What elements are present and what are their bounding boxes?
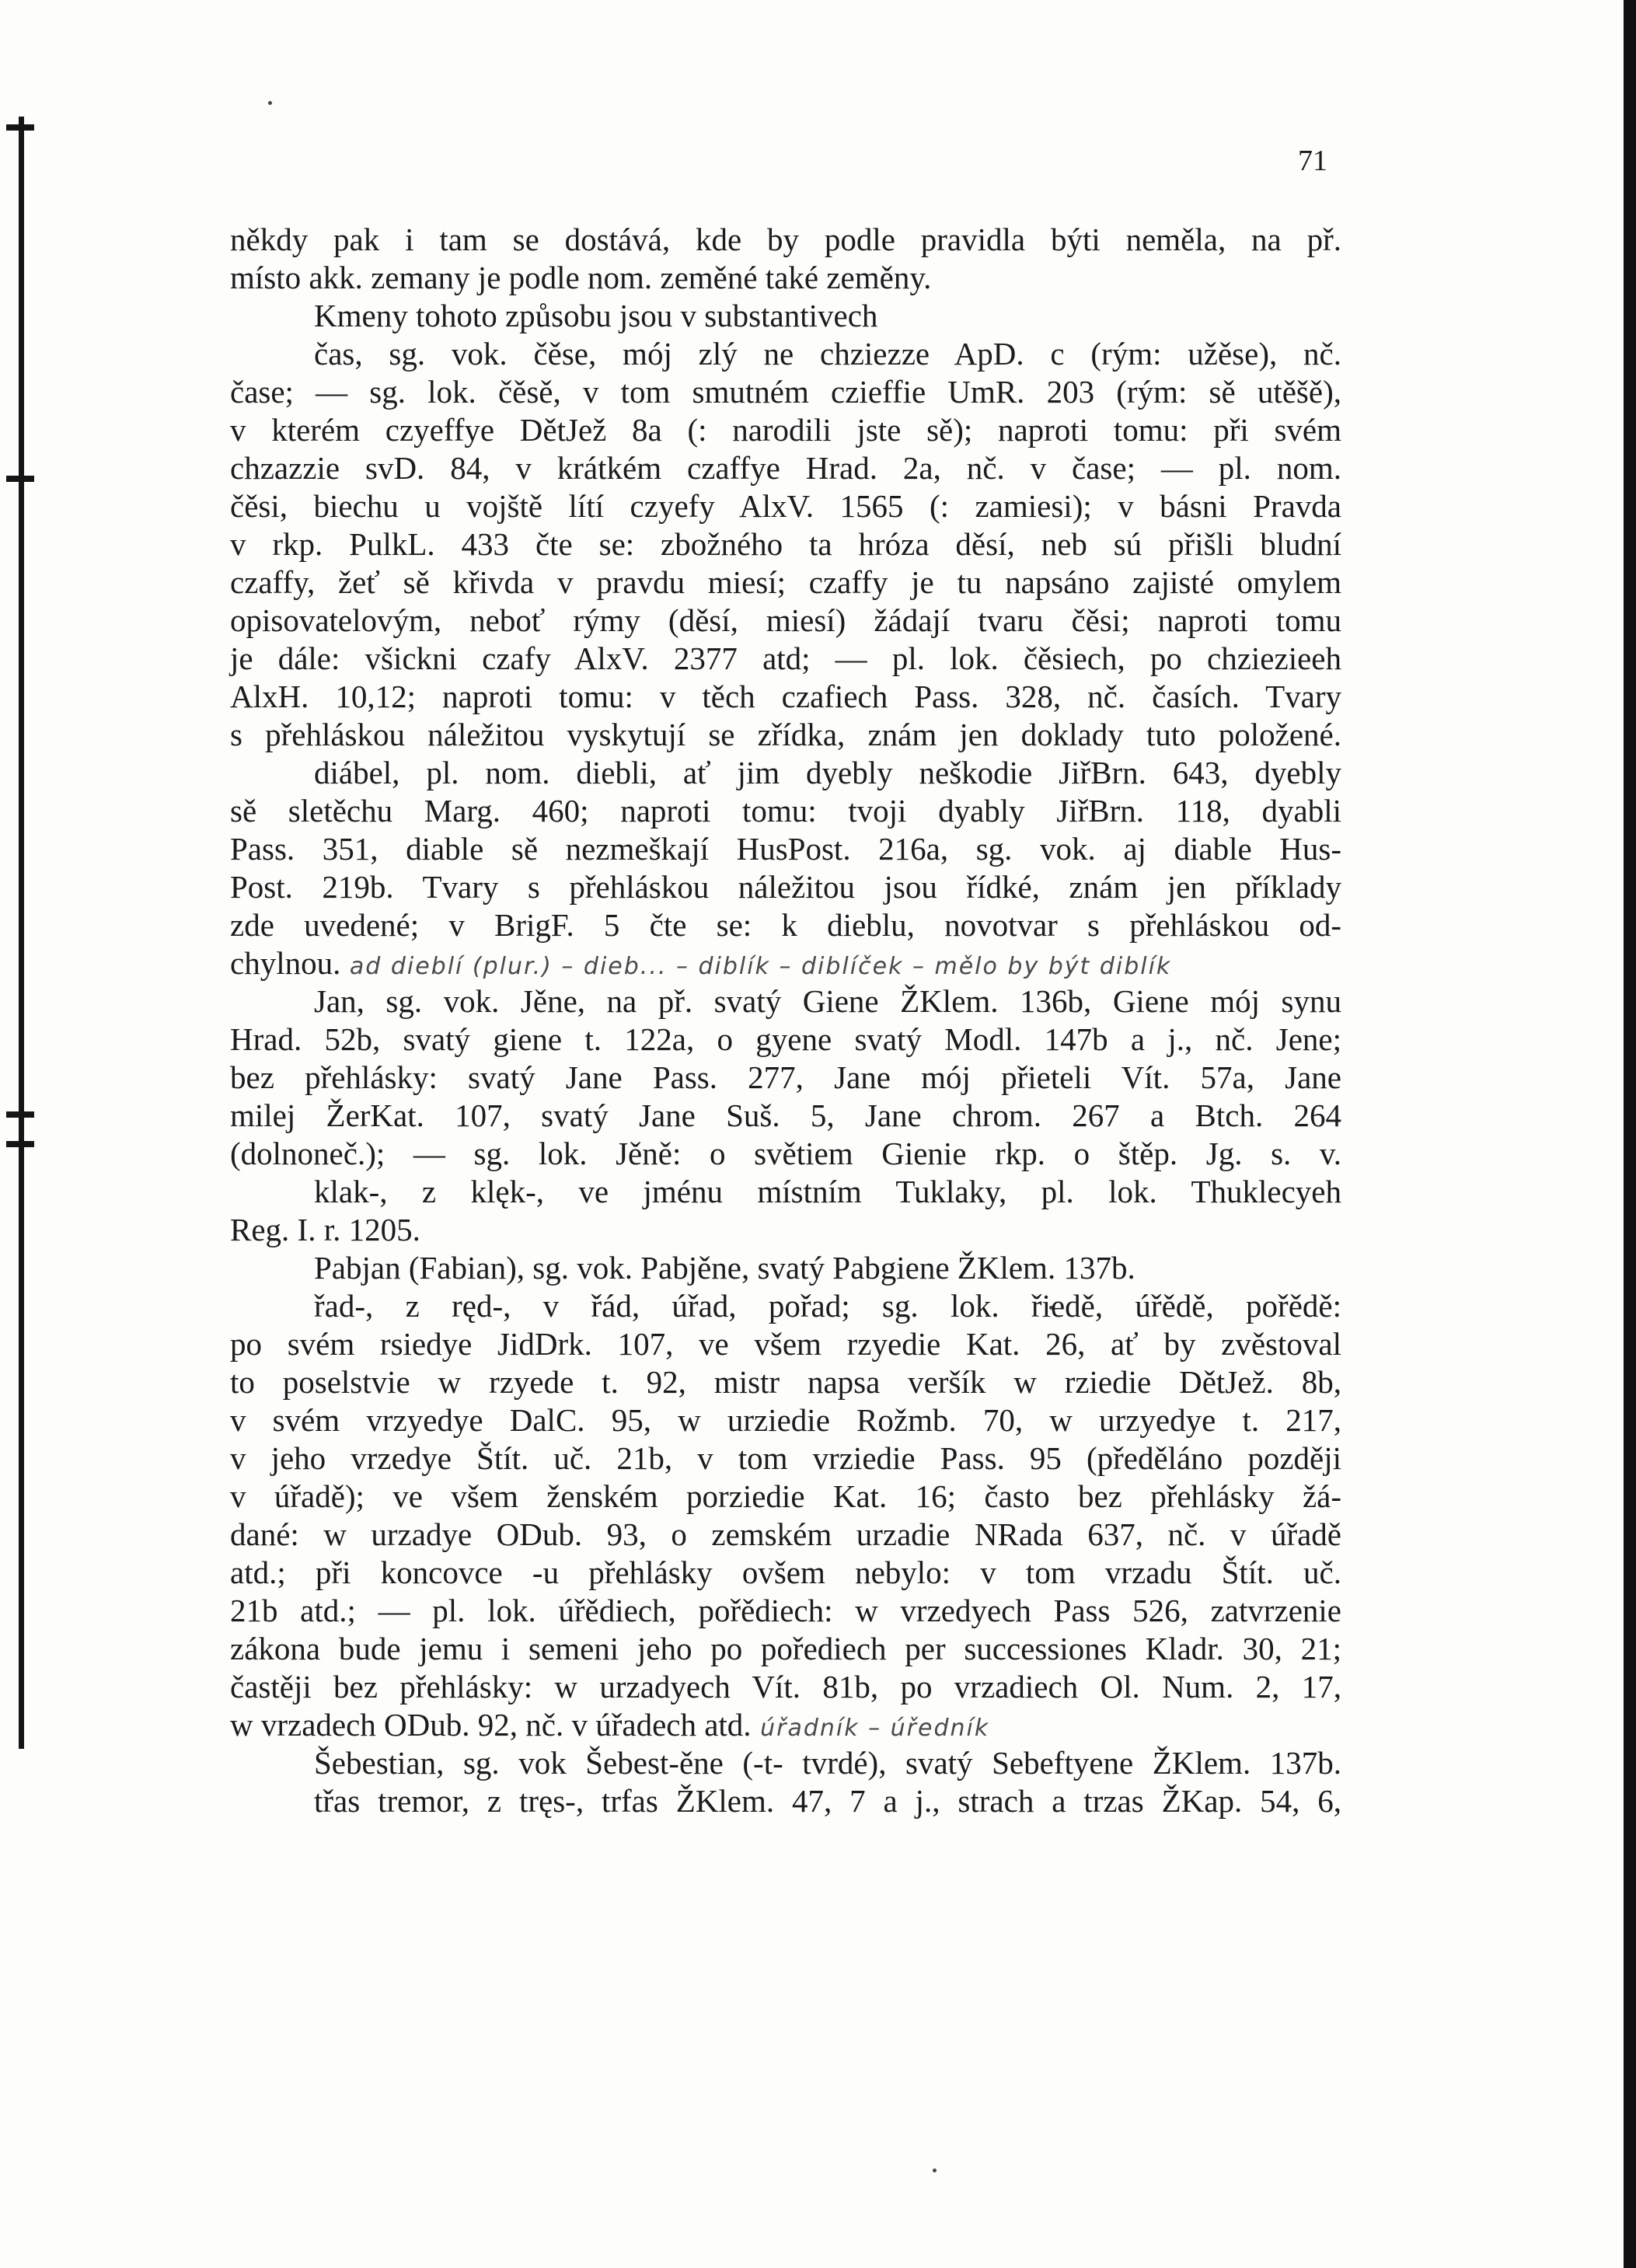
text-line — [230, 1516, 1341, 1554]
text-line — [230, 982, 1341, 1021]
text-line-content: v úřadě); ve všem ženském porziedie Kat. 16; často bez přehlásky žá- — [230, 1478, 1341, 1514]
text-line — [230, 1592, 1341, 1630]
binding-mark — [6, 124, 34, 131]
text-line — [230, 1325, 1341, 1363]
text-line-content: v svém vrzyedye DalC. 95, w urziedie Rožmb. 70, w urzyedye t. 217, — [230, 1402, 1341, 1438]
text-line-content: čase; — sg. lok. čěsě, v tom smutném czieffie UmR. 203 (rým: sě utěšě), — [230, 374, 1341, 410]
text-line — [230, 411, 1341, 449]
text-line — [230, 1211, 1341, 1249]
body-text — [230, 221, 1341, 1820]
text-line — [230, 944, 1341, 982]
text-line-content: v rkp. PulkL. 433 čte se: zbožného ta hróza děsí, neb sú přišli bludní — [230, 526, 1341, 562]
text-line-content: diábel, pl. nom. diebli, ať jim dyebly neškodie JiřBrn. 643, dyebly — [314, 755, 1341, 790]
scan-fleck — [268, 101, 272, 105]
text-line-content: někdy pak i tam se dostává, kde by podle pravidla býti neměla, na př. — [230, 222, 1341, 257]
text-line-content: to poselstvie w rzyede t. 92, mistr napsa veršík w rziedie DětJež. 8b, — [230, 1364, 1341, 1400]
text-line-content: 21b atd.; — pl. lok. úřědiech, pořědiech: w vrzedyech Pass 526, zatvrzenie — [230, 1593, 1341, 1628]
text-line — [230, 1478, 1341, 1516]
text-line-content: Pabjan (Fabian), sg. vok. Pabjěne, svatý Pabgiene ŽKlem. 137b. — [314, 1250, 1135, 1286]
text-line — [230, 830, 1341, 868]
text-line — [230, 1363, 1341, 1401]
scan-fleck — [933, 2169, 937, 2172]
handwritten-note: úřadník – úředník — [751, 1715, 990, 1742]
text-line — [230, 297, 1341, 335]
text-line — [230, 868, 1341, 906]
text-line — [230, 1097, 1341, 1135]
text-line — [230, 1401, 1341, 1439]
text-line — [230, 1021, 1341, 1059]
text-line-content: třas tremor, z tręs-, trfas ŽKlem. 47, 7 a j., strach a trzas ŽKap. 54, 6, — [314, 1783, 1341, 1819]
text-line — [230, 335, 1341, 373]
scan-edge-right — [1624, 0, 1636, 2268]
text-line — [230, 906, 1341, 944]
text-line-content: chylnou. — [230, 945, 341, 981]
binding-mark — [6, 1141, 34, 1147]
text-line — [230, 1668, 1341, 1706]
page-number: 71 — [1298, 145, 1327, 177]
text-line — [230, 1630, 1341, 1668]
text-line-content: chzazzie svD. 84, v krátkém czaffye Hrad. 2a, nč. v čase; — pl. nom. — [230, 450, 1341, 486]
binding-mark — [6, 476, 34, 482]
text-line — [230, 1744, 1341, 1782]
text-line-content: AlxH. 10,12; naproti tomu: v těch czafiech Pass. 328, nč. časích. Tvary — [230, 679, 1341, 714]
text-line-content: opisovatelovým, neboť rýmy (děsí, miesí) žádají tvaru čěsi; naproti tomu — [230, 602, 1341, 638]
text-line — [230, 1554, 1341, 1592]
text-line-content: s přehláskou náležitou vyskytují se zřídka, znám jen doklady tuto položené. — [230, 717, 1341, 752]
text-line-content: bez přehlásky: svatý Jane Pass. 277, Jane mój přieteli Vít. 57a, Jane — [230, 1059, 1341, 1095]
text-line-content: atd.; při koncovce -u přehlásky ovšem nebylo: v tom vrzadu Štít. uč. — [230, 1554, 1341, 1590]
text-line — [230, 1135, 1341, 1173]
text-line — [230, 602, 1341, 640]
text-line — [230, 564, 1341, 602]
text-line-content: čas, sg. vok. čěse, mój zlý ne chziezze ApD. c (rým: užěse), nč. — [314, 336, 1341, 372]
text-line — [230, 449, 1341, 487]
text-line-content: v jeho vrzedye Štít. uč. 21b, v tom vrziedie Pass. 95 (předěláno později — [230, 1440, 1341, 1476]
text-line — [230, 754, 1341, 792]
text-line — [230, 221, 1341, 259]
text-line-content: Post. 219b. Tvary s přehláskou náležitou jsou řídké, znám jen příklady — [230, 869, 1341, 905]
text-line-content: Kmeny tohoto způsobu jsou v substantivech — [314, 298, 878, 333]
text-line — [230, 640, 1341, 678]
text-line-content: místo akk. zemany je podle nom. zeměné také zeměny. — [230, 260, 932, 295]
binding-line — [19, 117, 24, 1749]
text-line-content: čěsi, biechu u vojště lítí czyefy AlxV. 1565 (: zamiesi); v básni Pravda — [230, 488, 1341, 524]
text-line — [230, 1706, 1341, 1744]
text-line-content: milej ŽerKat. 107, svatý Jane Suš. 5, Jane chrom. 267 a Btch. 264 — [230, 1097, 1341, 1133]
text-line-content: w vrzadech ODub. 92, nč. v úřadech atd. — [230, 1707, 752, 1743]
text-line-content: zákona bude jemu i semeni jeho po pořediech per successiones Kladr. 30, 21; — [230, 1631, 1341, 1666]
text-line-content: častěji bez přehlásky: w urzadyech Vít. 81b, po vrzadiech Ol. Num. 2, 17, — [230, 1669, 1341, 1704]
text-line — [230, 792, 1341, 830]
text-line-content: Reg. I. r. 1205. — [230, 1212, 420, 1247]
text-line-content: klak-, z klęk-, ve jménu místním Tuklaky, pl. lok. Thuklecyeh — [314, 1174, 1341, 1209]
text-line-content: je dále: všickni czafy AlxV. 2377 atd; — pl. lok. čěsiech, po chziezieeh — [230, 640, 1341, 676]
text-line — [230, 716, 1341, 754]
text-line-content: Hrad. 52b, svatý giene t. 122a, o gyene svatý Modl. 147b a j., nč. Jene; — [230, 1021, 1341, 1057]
text-line — [230, 373, 1341, 411]
binding-mark — [6, 1111, 34, 1118]
text-line — [230, 1249, 1341, 1287]
text-line-content: (dolnoneč.); — sg. lok. Jěně: o světiem Gienie rkp. o štěp. Jg. s. v. — [230, 1136, 1341, 1171]
text-line — [230, 259, 1341, 297]
text-line-content: řad-, z ręd-, v řád, úřad, pořad; sg. lok. řiedě, úřědě, pořědě: — [314, 1288, 1341, 1324]
text-line-content: po svém rsiedye JidDrk. 107, ve všem rzyedie Kat. 26, ať by zvěstoval — [230, 1326, 1341, 1362]
text-line — [230, 1059, 1341, 1097]
text-line-content: Pass. 351, diable sě nezmeškají HusPost. 216a, sg. vok. aj diable Hus- — [230, 831, 1341, 867]
text-line-content: Jan, sg. vok. Jěne, na př. svatý Giene ŽKlem. 136b, Giene mój synu — [314, 983, 1341, 1019]
text-line-content: v kterém czyeffye DětJež 8a (: narodili jste sě); naproti tomu: při svém — [230, 412, 1341, 448]
text-line — [230, 487, 1341, 525]
text-line — [230, 1173, 1341, 1211]
text-line — [230, 1782, 1341, 1820]
text-line — [230, 1287, 1341, 1325]
text-line-content: Šebestian, sg. vok Šebest-ěne (-t- tvrdé), svatý Sebeftyene ŽKlem. 137b. — [314, 1745, 1341, 1781]
handwritten-note: ad dieblí (plur.) – dieb... – diblík – diblíček – mělo by být diblík — [340, 953, 1172, 980]
text-line — [230, 1439, 1341, 1478]
text-line — [230, 678, 1341, 716]
text-line — [230, 525, 1341, 564]
text-line-content: zde uvedené; v BrigF. 5 čte se: k dieblu, novotvar s přehláskou od- — [230, 907, 1341, 943]
text-line-content: dané: w urzadye ODub. 93, o zemském urzadie NRada 637, nč. v úřadě — [230, 1516, 1341, 1552]
text-line-content: sě sletěchu Marg. 460; naproti tomu: tvoji dyably JiřBrn. 118, dyabli — [230, 793, 1341, 829]
text-line-content: czaffy, žeť sě křivda v pravdu miesí; czaffy je tu napsáno zajisté omylem — [230, 564, 1341, 600]
